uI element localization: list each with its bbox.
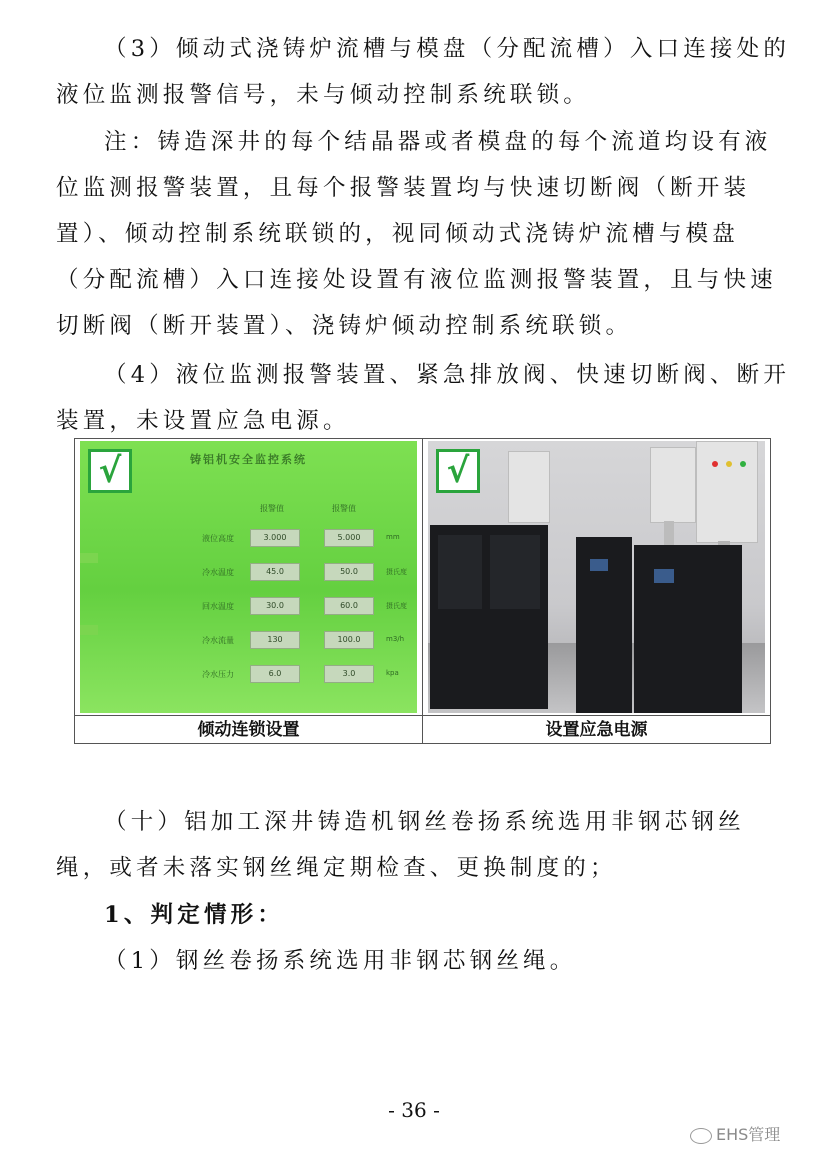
indicator-led (712, 461, 718, 467)
screen-value-box: 60.0 (324, 597, 374, 615)
paragraph-section-10: （十）铝加工深井铸造机钢丝卷扬系统选用非钢芯钢丝绳，或者未落实钢丝绳定期检查、更换制度的； (56, 809, 745, 881)
paragraph-item-1: （1）钢丝卷扬系统选用非钢芯钢丝绳。 (104, 948, 577, 974)
ups-display (654, 569, 674, 583)
paragraph-item-4: （4）液位监测报警装置、紧急排放阀、快速切断阀、断开装置，未设置应急电源。 (56, 362, 791, 434)
section-heading: 1、判定情形： (104, 902, 285, 928)
screen-value-box: 30.0 (250, 597, 300, 615)
screen-row-unit: m3/h (386, 635, 405, 643)
tilt-interlock-photo (80, 441, 417, 713)
screen-value-box: 3.0 (324, 665, 374, 683)
screen-value-box: 45.0 (250, 563, 300, 581)
wechat-icon (690, 1128, 712, 1144)
screen-col-head-2: 报警值 (332, 504, 356, 513)
ups-door (438, 535, 482, 609)
figure-cell-right (423, 439, 770, 743)
indicator-led (740, 461, 746, 467)
wall-panel (508, 451, 550, 523)
screen-row-unit: 摄氏度 (386, 602, 407, 610)
paragraph-note: 注：铸造深井的每个结晶器或者模盘的每个流道均设有液位监测报警装置，且每个报警装置均与快速切断阀（断开装置）、倾动控制系统联锁的，视同倾动式浇铸炉流槽与模盘（分配流槽）入口连接处设置有液位监测报警装置，且与快速切断阀（断开装置）、浇铸炉倾动控制系统联锁。 (56, 129, 777, 339)
screen-row-label: 冷水压力 (202, 670, 234, 679)
emergency-power-photo (428, 441, 765, 713)
figure-table (74, 438, 771, 744)
screen-row-unit: mm (386, 533, 400, 541)
watermark-text: EHS管理 (716, 1125, 781, 1144)
figure-caption-right: 设置应急电源 (423, 715, 770, 744)
screen-col-head-1: 报警值 (260, 504, 284, 513)
wall-panel (696, 441, 758, 543)
screen-row-label: 冷水温度 (202, 568, 234, 577)
check-mark-icon: √ (88, 449, 132, 493)
watermark (690, 1122, 780, 1145)
ups-door (490, 535, 540, 609)
check-mark-icon: √ (436, 449, 480, 493)
wall-panel (650, 447, 696, 523)
screen-row-unit: kpa (386, 669, 399, 677)
screen-value-box: 130 (250, 631, 300, 649)
screen-value-box: 3.000 (250, 529, 300, 547)
ups-cabinet (634, 545, 742, 713)
screen-row-unit: 摄氏度 (386, 568, 407, 576)
figure-caption-left: 倾动连锁设置 (75, 715, 422, 744)
screen-row-label: 回水温度 (202, 602, 234, 611)
screen-title: 铸铝机安全监控系统 (190, 453, 307, 466)
screen-row-label: 液位高度 (202, 534, 234, 543)
page-number: - 36 - (388, 1098, 440, 1122)
screen-side-tag (80, 553, 98, 563)
screen-value-box: 100.0 (324, 631, 374, 649)
screen-value-box: 6.0 (250, 665, 300, 683)
figure-cell-left (75, 439, 423, 743)
screen-value-box: 50.0 (324, 563, 374, 581)
indicator-led (726, 461, 732, 467)
paragraph-item-3: （3）倾动式浇铸炉流槽与模盘（分配流槽）入口连接处的液位监测报警信号，未与倾动控制系统联锁。 (56, 36, 791, 108)
screen-value-box: 5.000 (324, 529, 374, 547)
screen-side-tag (80, 625, 98, 635)
ups-display (590, 559, 608, 571)
screen-row-label: 冷水流量 (202, 636, 234, 645)
